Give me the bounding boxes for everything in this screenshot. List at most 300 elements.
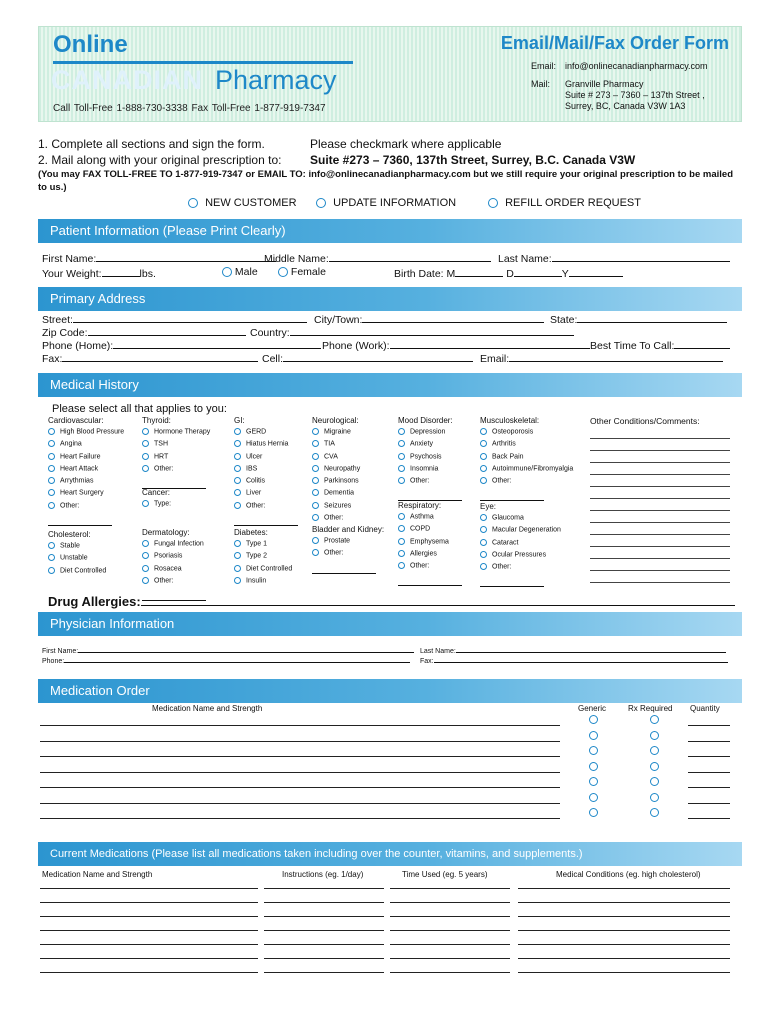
birth-y-label: Y xyxy=(561,268,569,280)
option-label: Insomnia xyxy=(410,465,439,473)
comment-line[interactable] xyxy=(590,462,730,463)
option-gerd[interactable] xyxy=(234,428,298,440)
option-ibs[interactable] xyxy=(234,465,298,477)
radio-icon[interactable] xyxy=(142,540,149,547)
country-input[interactable] xyxy=(290,326,574,336)
option-hiatus-hernia[interactable] xyxy=(234,440,298,452)
option-label: Liver xyxy=(246,489,262,497)
option-autoimmune[interactable] xyxy=(480,465,573,477)
current-medication-line[interactable] xyxy=(518,930,730,931)
resp-other-input[interactable] xyxy=(398,576,462,586)
option-parkinsons[interactable] xyxy=(312,477,360,489)
option-label: Type: xyxy=(154,500,172,508)
radio-icon[interactable] xyxy=(312,502,319,509)
birth-date-field[interactable] xyxy=(394,267,623,280)
current-medication-line[interactable] xyxy=(40,916,258,917)
radio-icon[interactable] xyxy=(488,198,498,208)
radio-icon[interactable] xyxy=(48,489,55,496)
current-medication-line[interactable] xyxy=(390,944,510,945)
zip-field[interactable] xyxy=(42,326,246,339)
cell-input[interactable] xyxy=(283,352,473,362)
group-title: Mood Disorder: xyxy=(398,416,453,425)
option-label: Angina xyxy=(60,440,82,448)
current-medication-line[interactable] xyxy=(518,944,730,945)
option-angina[interactable] xyxy=(48,440,124,452)
option-ulcer[interactable] xyxy=(234,453,298,465)
option-high-blood-pressure[interactable] xyxy=(48,428,124,440)
email-field[interactable] xyxy=(480,352,723,365)
radio-icon[interactable] xyxy=(278,267,288,277)
option-diabetes-diet-controlled[interactable] xyxy=(234,565,292,577)
radio-icon[interactable] xyxy=(480,453,487,460)
rx-required-radio-icon[interactable] xyxy=(650,777,659,786)
quantity-line[interactable] xyxy=(688,818,730,819)
cell-field[interactable] xyxy=(262,352,473,365)
option-label: Osteoporosis xyxy=(492,428,534,436)
group-title: Cancer: xyxy=(142,488,171,497)
radio-icon[interactable] xyxy=(480,551,487,558)
option-label: Rosacea xyxy=(154,564,182,572)
option-arthritis[interactable] xyxy=(480,440,573,452)
country-label: Country: xyxy=(250,327,290,339)
radio-icon[interactable] xyxy=(312,465,319,472)
radio-icon[interactable] xyxy=(142,552,149,559)
drug-allergies-input[interactable] xyxy=(141,595,735,606)
group-bladder-kidney xyxy=(312,525,384,574)
option-anxiety[interactable] xyxy=(398,440,462,452)
radio-icon[interactable] xyxy=(316,198,326,208)
rx-required-radio-icon[interactable] xyxy=(650,715,659,724)
generic-header: Generic xyxy=(578,704,607,713)
radio-icon[interactable] xyxy=(188,198,198,208)
rx-required-radio-icon[interactable] xyxy=(650,746,659,755)
rx-required-radio-icon[interactable] xyxy=(650,793,659,802)
radio-icon[interactable] xyxy=(312,428,319,435)
best-time-input[interactable] xyxy=(674,339,730,349)
generic-radio-icon[interactable] xyxy=(589,731,598,740)
current-medication-line[interactable] xyxy=(264,944,384,945)
option-depression[interactable] xyxy=(398,428,462,440)
street-input[interactable] xyxy=(73,313,307,323)
city-label: City/Town: xyxy=(314,314,363,326)
state-input[interactable] xyxy=(577,313,727,323)
group-neurological xyxy=(312,416,360,526)
country-field[interactable] xyxy=(250,326,574,339)
radio-icon[interactable] xyxy=(48,440,55,447)
radio-icon[interactable] xyxy=(312,477,319,484)
generic-radio-icon[interactable] xyxy=(589,793,598,802)
medication-name-line[interactable] xyxy=(40,787,560,788)
option-psychosis[interactable] xyxy=(398,453,462,465)
best-time-field[interactable] xyxy=(590,339,730,352)
option-cataract[interactable] xyxy=(480,539,561,551)
logo-online: Online xyxy=(53,31,128,58)
current-medication-line[interactable] xyxy=(390,902,510,903)
current-medication-line[interactable] xyxy=(40,958,258,959)
radio-icon[interactable] xyxy=(142,453,149,460)
radio-icon[interactable] xyxy=(234,428,241,435)
zip-label: Zip Code: xyxy=(42,327,88,339)
mood-other-input[interactable] xyxy=(398,491,462,501)
comment-line[interactable] xyxy=(590,570,730,571)
comment-line[interactable] xyxy=(590,510,730,511)
email-label: Email: xyxy=(531,61,557,71)
option-refill-order[interactable] xyxy=(488,197,641,209)
option-thyroid-other[interactable] xyxy=(142,465,210,477)
gender-male[interactable] xyxy=(222,266,258,278)
radio-icon[interactable] xyxy=(234,453,241,460)
radio-icon[interactable] xyxy=(398,525,405,532)
option-asthma[interactable] xyxy=(398,513,462,525)
current-medication-line[interactable] xyxy=(390,958,510,959)
phone-home-input[interactable] xyxy=(113,339,321,349)
option-tia[interactable] xyxy=(312,440,360,452)
option-liver[interactable] xyxy=(234,489,298,501)
option-eye-other[interactable] xyxy=(480,563,561,575)
quantity-line[interactable] xyxy=(688,787,730,788)
option-type-2[interactable] xyxy=(234,552,292,564)
option-dementia[interactable] xyxy=(312,489,360,501)
option-colitis[interactable] xyxy=(234,477,298,489)
radio-icon[interactable] xyxy=(312,537,319,544)
quantity-line[interactable] xyxy=(688,756,730,757)
radio-icon[interactable] xyxy=(398,428,405,435)
radio-icon[interactable] xyxy=(398,538,405,545)
group-mood-disorder xyxy=(398,416,462,501)
drug-allergies-field[interactable] xyxy=(48,594,735,609)
first-name-field[interactable] xyxy=(42,252,276,265)
radio-icon[interactable] xyxy=(48,465,55,472)
radio-icon[interactable] xyxy=(480,428,487,435)
quantity-line[interactable] xyxy=(688,741,730,742)
phone-home-label: Phone (Home): xyxy=(42,340,114,352)
option-heart-failure[interactable] xyxy=(48,453,124,465)
physician-fax-input[interactable] xyxy=(434,656,728,663)
section-patient-information: Patient Information (Please Print Clearly) xyxy=(38,219,742,243)
quantity-line[interactable] xyxy=(688,803,730,804)
radio-icon[interactable] xyxy=(312,549,319,556)
birth-month-input[interactable] xyxy=(455,267,503,277)
radio-icon[interactable] xyxy=(312,453,319,460)
step-2: 2. Mail along with your original prescription to: xyxy=(38,153,282,167)
radio-icon[interactable] xyxy=(222,267,232,277)
radio-icon[interactable] xyxy=(480,539,487,546)
option-chol-diet-controlled[interactable] xyxy=(48,567,106,579)
physician-phone-field[interactable] xyxy=(42,656,410,665)
comment-line[interactable] xyxy=(590,474,730,475)
option-cardio-other[interactable] xyxy=(48,502,124,514)
current-medication-line[interactable] xyxy=(390,888,510,889)
mail-to-address: Suite #273 – 7360, 137th Street, Surrey, B.C. Canada V3W xyxy=(310,153,636,167)
option-type-1[interactable] xyxy=(234,540,292,552)
radio-icon[interactable] xyxy=(480,563,487,570)
option-tsh[interactable] xyxy=(142,440,210,452)
option-macular-degeneration[interactable] xyxy=(480,526,561,538)
street-field[interactable] xyxy=(42,313,307,326)
comment-line[interactable] xyxy=(590,558,730,559)
rx-required-radio-icon[interactable] xyxy=(650,731,659,740)
last-name-input[interactable] xyxy=(552,252,730,262)
current-medication-line[interactable] xyxy=(264,916,384,917)
radio-icon[interactable] xyxy=(398,453,405,460)
medication-name-line[interactable] xyxy=(40,725,560,726)
option-label: Other: xyxy=(410,477,430,485)
current-medication-line[interactable] xyxy=(40,944,258,945)
option-stable[interactable] xyxy=(48,542,106,554)
radio-icon[interactable] xyxy=(48,453,55,460)
radio-icon[interactable] xyxy=(398,513,405,520)
option-psoriasis[interactable] xyxy=(142,552,206,564)
option-label: Other: xyxy=(60,502,80,510)
radio-icon[interactable] xyxy=(234,577,241,584)
option-musc-other[interactable] xyxy=(480,477,573,489)
current-medication-line[interactable] xyxy=(264,888,384,889)
option-cancer-type[interactable] xyxy=(142,500,171,512)
option-insulin[interactable] xyxy=(234,577,292,589)
medication-name-line[interactable] xyxy=(40,772,560,773)
radio-icon[interactable] xyxy=(234,552,241,559)
option-label: Other: xyxy=(492,563,512,571)
option-arrythmias[interactable] xyxy=(48,477,124,489)
drug-allergies-label: Drug Allergies: xyxy=(48,594,141,609)
option-migraine[interactable] xyxy=(312,428,360,440)
radio-icon[interactable] xyxy=(234,502,241,509)
option-heart-attack[interactable] xyxy=(48,465,124,477)
quantity-line[interactable] xyxy=(688,772,730,773)
current-medication-line[interactable] xyxy=(40,930,258,931)
option-gi-other[interactable] xyxy=(234,502,298,514)
physician-last-name-field[interactable] xyxy=(420,646,726,655)
physician-first-name-field[interactable] xyxy=(42,646,414,655)
birth-year-input[interactable] xyxy=(569,267,623,277)
option-prostate[interactable] xyxy=(312,537,384,549)
option-heart-surgery[interactable] xyxy=(48,489,124,501)
option-unstable[interactable] xyxy=(48,554,106,566)
option-hormone-therapy[interactable] xyxy=(142,428,210,440)
fax-input[interactable] xyxy=(62,352,258,362)
physician-phone-input[interactable] xyxy=(64,656,410,663)
option-allergies[interactable] xyxy=(398,550,462,562)
radio-icon[interactable] xyxy=(234,565,241,572)
section-current-medications: Current Medications (Please list all medications taken including over the counter, vitamins, and supplements.) xyxy=(38,842,742,866)
radio-icon[interactable] xyxy=(234,465,241,472)
option-cva[interactable] xyxy=(312,453,360,465)
city-field[interactable] xyxy=(314,313,544,326)
radio-icon[interactable] xyxy=(234,540,241,547)
comment-line[interactable] xyxy=(590,498,730,499)
radio-icon[interactable] xyxy=(312,514,319,521)
current-medication-line[interactable] xyxy=(518,972,730,973)
current-medication-line[interactable] xyxy=(518,958,730,959)
comment-line[interactable] xyxy=(590,534,730,535)
radio-icon[interactable] xyxy=(480,440,487,447)
comment-line[interactable] xyxy=(590,582,730,583)
fax-label: Fax: xyxy=(42,353,63,365)
option-update-information[interactable] xyxy=(316,197,456,209)
radio-icon[interactable] xyxy=(142,500,149,507)
bladder-other-input[interactable] xyxy=(312,564,376,574)
email-value: info@onlinecanadianpharmacy.com xyxy=(565,61,708,71)
radio-icon[interactable] xyxy=(312,440,319,447)
radio-icon[interactable] xyxy=(480,477,487,484)
phone-home-field[interactable] xyxy=(42,339,321,352)
comment-line[interactable] xyxy=(590,438,730,439)
radio-icon[interactable] xyxy=(142,440,149,447)
option-label: Other: xyxy=(410,562,430,570)
generic-radio-icon[interactable] xyxy=(589,808,598,817)
current-medication-line[interactable] xyxy=(264,972,384,973)
physician-first-label: First Name: xyxy=(42,648,79,655)
option-osteoporosis[interactable] xyxy=(480,428,573,440)
eye-other-input[interactable] xyxy=(480,577,544,587)
state-field[interactable] xyxy=(550,313,727,326)
zip-input[interactable] xyxy=(88,326,246,336)
phone-work-label: Phone (Work): xyxy=(322,340,390,352)
option-emphysema[interactable] xyxy=(398,538,462,550)
radio-icon[interactable] xyxy=(48,567,55,574)
weight-input[interactable] xyxy=(102,267,140,277)
option-label: Hormone Therapy xyxy=(154,428,211,436)
radio-icon[interactable] xyxy=(234,477,241,484)
radio-icon[interactable] xyxy=(48,502,55,509)
option-neuropathy[interactable] xyxy=(312,465,360,477)
state-label: State: xyxy=(550,314,578,326)
comment-line[interactable] xyxy=(590,450,730,451)
option-label: Diet Controlled xyxy=(246,564,293,572)
option-label: Allergies xyxy=(410,550,437,558)
radio-icon[interactable] xyxy=(48,428,55,435)
option-derm-other[interactable] xyxy=(142,577,206,589)
current-medication-line[interactable] xyxy=(518,916,730,917)
option-resp-other[interactable] xyxy=(398,562,462,574)
physician-phone-label: Phone: xyxy=(42,658,65,665)
physician-last-input[interactable] xyxy=(456,646,726,653)
last-name-field[interactable] xyxy=(498,252,730,265)
group-title: Bladder and Kidney: xyxy=(312,525,385,534)
form-header xyxy=(38,26,742,122)
radio-icon[interactable] xyxy=(48,554,55,561)
option-hrt[interactable] xyxy=(142,453,210,465)
time-used-header: Time Used (eg. 5 years) xyxy=(402,870,488,879)
option-mood-other[interactable] xyxy=(398,477,462,489)
option-bladder-other[interactable] xyxy=(312,549,384,561)
physician-fax-field[interactable] xyxy=(420,656,728,665)
medication-name-line[interactable] xyxy=(40,756,560,757)
option-rosacea[interactable] xyxy=(142,565,206,577)
radio-icon[interactable] xyxy=(480,526,487,533)
generic-radio-icon[interactable] xyxy=(589,762,598,771)
option-label: COPD xyxy=(410,525,431,533)
email-input[interactable] xyxy=(509,352,723,362)
option-label: Hiatus Hernia xyxy=(246,440,289,448)
medication-name-line[interactable] xyxy=(40,741,560,742)
middle-name-input[interactable] xyxy=(329,252,491,262)
current-medication-line[interactable] xyxy=(40,902,258,903)
generic-radio-icon[interactable] xyxy=(589,777,598,786)
radio-icon[interactable] xyxy=(312,489,319,496)
option-seizures[interactable] xyxy=(312,502,360,514)
radio-icon[interactable] xyxy=(234,440,241,447)
radio-icon[interactable] xyxy=(48,477,55,484)
current-medication-line[interactable] xyxy=(518,902,730,903)
radio-icon[interactable] xyxy=(480,465,487,472)
option-back-pain[interactable] xyxy=(480,453,573,465)
radio-icon[interactable] xyxy=(142,428,149,435)
section-physician-information: Physician Information xyxy=(38,612,742,636)
weight-field[interactable] xyxy=(42,267,156,280)
generic-radio-icon[interactable] xyxy=(589,715,598,724)
option-copd[interactable] xyxy=(398,525,462,537)
option-label: Autoimmune/Fibromyalgia xyxy=(492,465,574,473)
phone-work-field[interactable] xyxy=(322,339,590,352)
medication-name-line[interactable] xyxy=(40,818,560,819)
option-insomnia[interactable] xyxy=(398,465,462,477)
rx-required-radio-icon[interactable] xyxy=(650,808,659,817)
option-label: Ulcer xyxy=(246,452,263,460)
radio-icon[interactable] xyxy=(398,477,405,484)
current-medication-line[interactable] xyxy=(390,930,510,931)
group-title: Respiratory: xyxy=(398,501,442,510)
radio-icon[interactable] xyxy=(234,489,241,496)
radio-icon[interactable] xyxy=(142,565,149,572)
option-label: Insulin xyxy=(246,577,267,585)
comment-line[interactable] xyxy=(590,486,730,487)
option-new-customer[interactable] xyxy=(188,197,297,209)
option-ocular-pressures[interactable] xyxy=(480,551,561,563)
rx-required-radio-icon[interactable] xyxy=(650,762,659,771)
current-medication-line[interactable] xyxy=(264,930,384,931)
option-label: Anxiety xyxy=(410,440,433,448)
generic-radio-icon[interactable] xyxy=(589,746,598,755)
musc-other-input[interactable] xyxy=(480,491,544,501)
current-medication-line[interactable] xyxy=(40,972,258,973)
radio-icon[interactable] xyxy=(142,465,149,472)
gi-other-input[interactable] xyxy=(234,516,298,526)
comment-line[interactable] xyxy=(590,522,730,523)
fax-field[interactable] xyxy=(42,352,258,365)
radio-icon[interactable] xyxy=(142,577,149,584)
quantity-line[interactable] xyxy=(688,725,730,726)
medication-name-line[interactable] xyxy=(40,803,560,804)
option-glaucoma[interactable] xyxy=(480,514,561,526)
radio-icon[interactable] xyxy=(398,465,405,472)
radio-icon[interactable] xyxy=(48,542,55,549)
option-fungal-infection[interactable] xyxy=(142,540,206,552)
birth-day-input[interactable] xyxy=(514,267,562,277)
phone-work-input[interactable] xyxy=(390,339,590,349)
comment-line[interactable] xyxy=(590,546,730,547)
physician-first-input[interactable] xyxy=(78,646,414,653)
first-name-input[interactable] xyxy=(96,252,276,262)
option-label: Stable xyxy=(60,542,80,550)
radio-icon[interactable] xyxy=(398,562,405,569)
current-medication-line[interactable] xyxy=(264,958,384,959)
middle-name-field[interactable] xyxy=(264,252,491,265)
current-medication-line[interactable] xyxy=(390,972,510,973)
current-name-header: Medication Name and Strength xyxy=(42,870,153,879)
city-input[interactable] xyxy=(362,313,544,323)
current-medication-line[interactable] xyxy=(264,902,384,903)
cardio-other-input[interactable] xyxy=(48,516,112,526)
current-medication-line[interactable] xyxy=(518,888,730,889)
current-medication-line[interactable] xyxy=(390,916,510,917)
option-label: Asthma xyxy=(410,513,434,521)
current-medication-line[interactable] xyxy=(40,888,258,889)
radio-icon[interactable] xyxy=(398,550,405,557)
radio-icon[interactable] xyxy=(480,514,487,521)
radio-icon[interactable] xyxy=(398,440,405,447)
gender-female[interactable] xyxy=(278,266,326,278)
